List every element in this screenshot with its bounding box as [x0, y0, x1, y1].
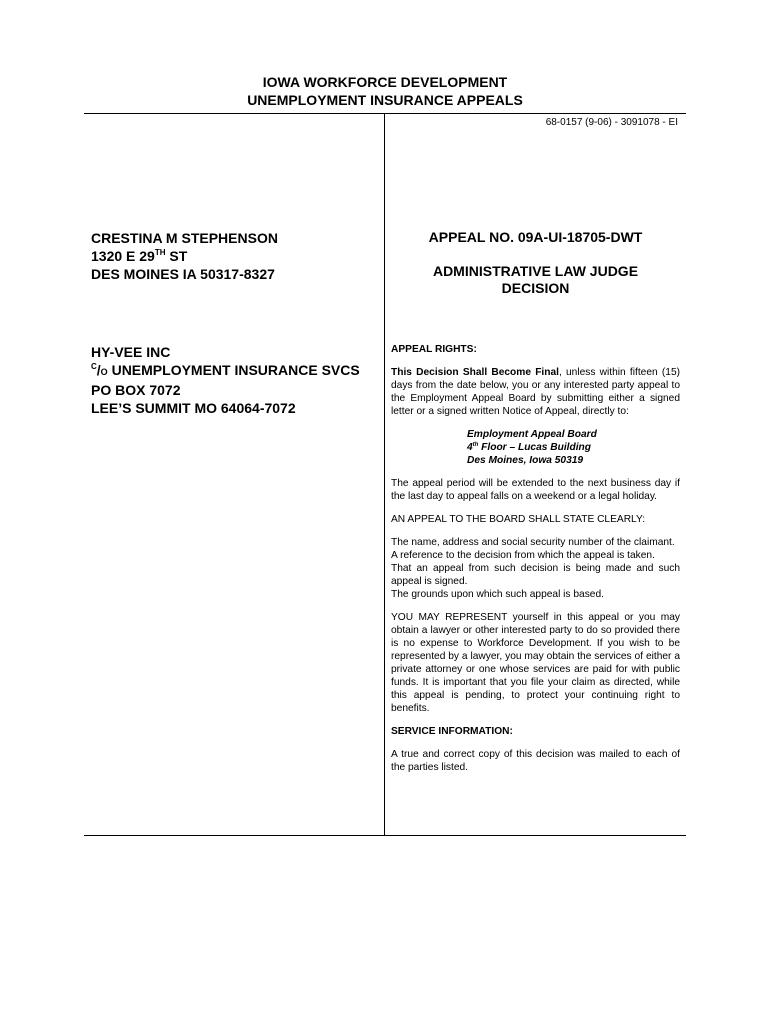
requirement-item: The name, address and social security number of the claimant.: [391, 537, 675, 548]
extension-text: The appeal period will be extended to the next business day if the last day to appeal falls on a weekend or a legal holiday.: [391, 478, 680, 502]
requirement-item: That an appeal from such decision is being made and such appeal is signed.: [391, 563, 680, 587]
decision-title: ADMINISTRATIVE LAW JUDGE DECISION: [432, 263, 639, 296]
header-divider: [84, 113, 686, 114]
requirement-item: The grounds upon which such appeal is based.: [391, 589, 604, 600]
appeal-rights-intro: This Decision Shall Become Final, unless within fifteen (15) days from the date below, you or any interested party appeal to the Employment Appeal Board by submitting either a signed letter or a signed written Notice of Appeal, directly to:: [391, 367, 680, 417]
claimant-name: CRESTINA M STEPHENSON: [91, 230, 278, 246]
claimant-street: 1320 E 29TH ST: [91, 248, 188, 264]
employer-city: LEE’S SUMMIT MO 64064-7072: [91, 400, 296, 416]
footer-divider: [84, 835, 686, 836]
representation-text: YOU MAY REPRESENT yourself in this appeal or you may obtain a lawyer or other interested party to do so provided there is no expense to Workforce Development. If you wish to be represented by a lawyer, you may obtain the services of either a private attorney or one whose services are paid for with public funds. It is important that you file your claim as directed, while this appeal is pending, to protect your continuing right to benefits.: [391, 612, 680, 714]
service-heading: SERVICE INFORMATION:: [391, 726, 513, 737]
claimant-address: [91, 229, 278, 283]
column-divider: [384, 113, 385, 835]
claimant-city: DES MOINES IA 50317-8327: [91, 266, 275, 282]
service-text: A true and correct copy of this decision was mailed to each of the parties listed.: [391, 749, 680, 773]
state-clearly-heading: AN APPEAL TO THE BOARD SHALL STATE CLEARLY:: [391, 514, 646, 525]
agency-title: IOWA WORKFORCE DEVELOPMENT: [262, 74, 508, 90]
division-title: UNEMPLOYMENT INSURANCE APPEALS: [247, 92, 523, 108]
appeal-number: APPEAL NO. 09A-UI-18705-DWT: [428, 229, 643, 245]
appeal-board-address: Employment Appeal Board 4th Floor – Lucas Building Des Moines, Iowa 50319: [467, 429, 597, 466]
requirement-item: A reference to the decision from which the appeal is taken.: [391, 550, 655, 561]
appeal-rights-heading: APPEAL RIGHTS:: [391, 344, 477, 355]
form-number: 68-0157 (9-06) - 3091078 - EI: [545, 117, 678, 128]
employer-name: HY-VEE INC: [91, 344, 171, 360]
appeal-rights: [391, 343, 680, 774]
employer-po-box: PO BOX 7072: [91, 382, 181, 398]
employer-care-of: $^C$/O UNEMPLOYMENT INSURANCE SVCS: [91, 362, 360, 378]
employer-address: [91, 343, 360, 417]
